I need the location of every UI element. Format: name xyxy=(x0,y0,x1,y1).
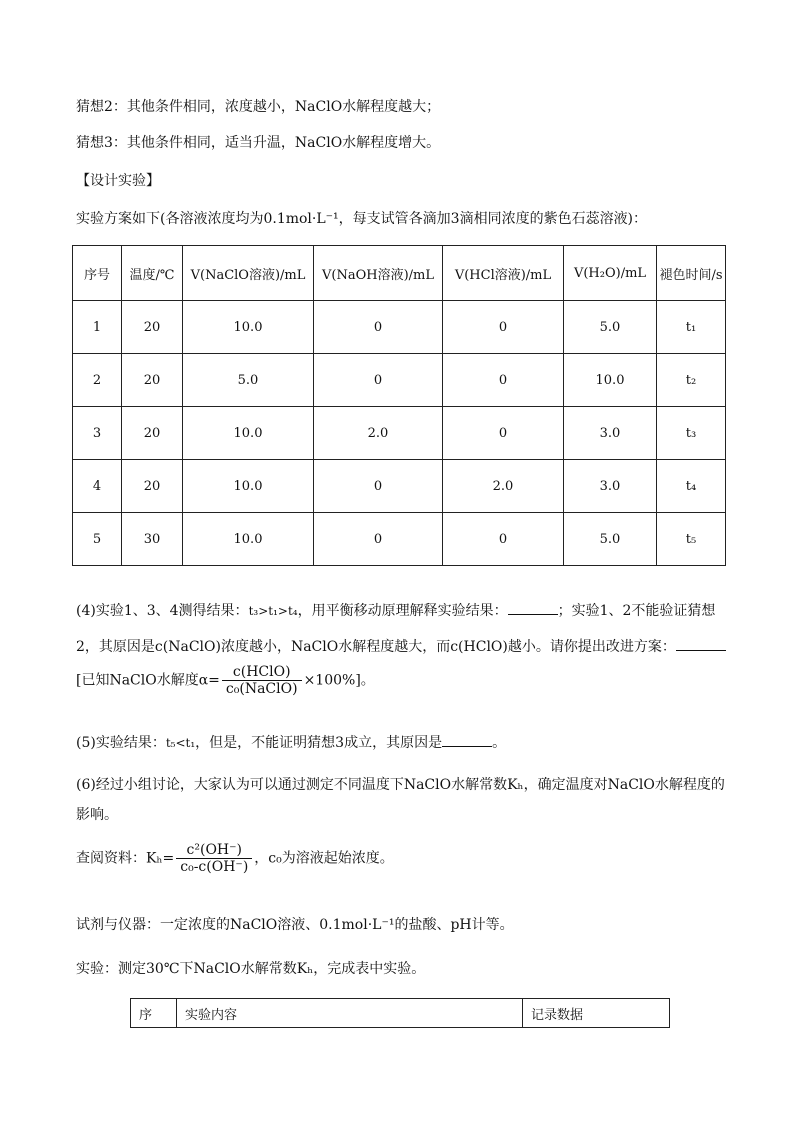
answer-blank[interactable] xyxy=(508,602,558,615)
table-cell: 10.0 xyxy=(183,407,314,460)
reference-formula xyxy=(76,842,394,875)
q4-line1 xyxy=(76,600,715,620)
table-cell: 0 xyxy=(314,354,443,407)
fraction-numerator: c(HClO) xyxy=(222,664,302,681)
q6-line1: (6)经过小组讨论，大家认为可以通过测定不同温度下NaClO水解常数Kₕ，确定温度对NaClO水解程度的 xyxy=(76,777,725,793)
table-cell: 5.0 xyxy=(564,513,657,566)
q4-relation: t₃>t₁>t₄ xyxy=(248,604,298,618)
q4-text: (4)实验1、3、4测得结果： xyxy=(76,603,249,619)
fraction-denominator: c₀(NaClO) xyxy=(225,681,298,697)
data-record-table xyxy=(130,998,670,1028)
table-cell: 2.0 xyxy=(314,407,443,460)
reagents: 试剂与仪器：一定浓度的NaClO溶液、0.1mol·L⁻¹的盐酸、pH计等。 xyxy=(76,917,514,933)
ref-tail: ，c₀为溶液起始浓度。 xyxy=(254,850,394,867)
table-cell: 1 xyxy=(73,301,122,354)
answer-blank[interactable] xyxy=(676,638,726,651)
fraction-numerator: c²(OH⁻) xyxy=(176,842,252,859)
header-cell: V(HCl溶液)/mL xyxy=(443,246,564,301)
hypothesis-2: 猜想2：其他条件相同，浓度越小，NaClO水解程度越大； xyxy=(76,99,441,115)
header-cell: 温度/℃ xyxy=(122,246,183,301)
q6-line2: 影响。 xyxy=(76,807,118,823)
q5-line xyxy=(76,732,506,752)
q4-text: 浓度越小，NaClO水解程度越大，而 xyxy=(220,639,451,655)
table-header-row xyxy=(131,999,670,1028)
table-row xyxy=(73,407,726,460)
table-row xyxy=(73,301,726,354)
table-row xyxy=(73,354,726,407)
q4-text: ；实验1、2不能验证猜想 xyxy=(557,603,716,619)
table-cell: 3 xyxy=(73,407,122,460)
header-cell: V(NaOH溶液)/mL xyxy=(314,246,443,301)
table-cell: t₁ xyxy=(657,301,726,354)
c-naclo-expr: c(NaClO) xyxy=(154,639,221,655)
kh-fraction xyxy=(176,842,252,875)
table-cell: 0 xyxy=(443,513,564,566)
table-cell: t₄ xyxy=(657,460,726,513)
plan-intro: 实验方案如下(各溶液浓度均为0.1mol·L⁻¹，每支试管各滴加3滴相同浓度的紫色石蕊溶液)： xyxy=(76,211,648,227)
table-cell: 0 xyxy=(314,301,443,354)
table-cell: 5.0 xyxy=(564,301,657,354)
table-cell: 0 xyxy=(314,513,443,566)
table-cell: 20 xyxy=(122,354,183,407)
header-cell: V(H₂O)/mL xyxy=(564,246,657,301)
table-cell: 0 xyxy=(443,301,564,354)
hydrolysis-degree-fraction xyxy=(222,664,302,697)
table-cell: 10.0 xyxy=(183,460,314,513)
table-cell: 2 xyxy=(73,354,122,407)
table-cell: 0 xyxy=(443,354,564,407)
q5-relation: t₅<t₁ xyxy=(165,736,196,750)
table-cell: 2.0 xyxy=(443,460,564,513)
experiment-table xyxy=(72,245,726,566)
q4-line2 xyxy=(76,636,726,656)
ref-label: 查阅资料：Kₕ= xyxy=(76,850,175,867)
header-cell: 记录数据 xyxy=(523,999,670,1028)
header-cell: 序号 xyxy=(73,246,122,301)
table-cell: 10.0 xyxy=(183,513,314,566)
answer-blank[interactable] xyxy=(442,734,492,747)
table-cell: 10.0 xyxy=(564,354,657,407)
q4-text: 2，其原因是 xyxy=(76,639,155,655)
q5-text: 。 xyxy=(492,735,507,751)
table-cell: 20 xyxy=(122,301,183,354)
table-cell: t₃ xyxy=(657,407,726,460)
table-cell: 3.0 xyxy=(564,407,657,460)
table-header-row xyxy=(73,246,726,301)
table-cell: 0 xyxy=(314,460,443,513)
fraction-denominator: c₀-c(OH⁻) xyxy=(180,859,249,875)
table-cell: t₂ xyxy=(657,354,726,407)
table-cell: 20 xyxy=(122,460,183,513)
header-cell: 褪色时间/s xyxy=(657,246,726,301)
table-cell: 3.0 xyxy=(564,460,657,513)
q4-text: 越小。请你提出改进方案： xyxy=(507,639,676,655)
q4-text: ×100%]。 xyxy=(303,672,375,689)
table-cell: 4 xyxy=(73,460,122,513)
table-cell: 20 xyxy=(122,407,183,460)
c-hclo-expr: c(HClO) xyxy=(450,639,508,655)
table-cell: 30 xyxy=(122,513,183,566)
q5-text: (5)实验结果： xyxy=(76,735,166,751)
table-cell: 0 xyxy=(443,407,564,460)
header-cell: V(NaClO溶液)/mL xyxy=(183,246,314,301)
experiment-instruction: 实验：测定30℃下NaClO水解常数Kₕ，完成表中实验。 xyxy=(76,961,426,977)
q5-text: ，但是，不能证明猜想3成立，其原因是 xyxy=(195,735,443,751)
table-cell: 5 xyxy=(73,513,122,566)
q4-text: ，用平衡移动原理解释实验结果： xyxy=(297,603,508,619)
design-heading: 【设计实验】 xyxy=(76,173,160,189)
table-cell: 10.0 xyxy=(183,301,314,354)
q4-text: [已知NaClO水解度α= xyxy=(76,672,220,689)
header-cell: 序 xyxy=(131,999,177,1028)
table-row xyxy=(73,513,726,566)
table-cell: t₅ xyxy=(657,513,726,566)
header-cell: 实验内容 xyxy=(177,999,523,1028)
hypothesis-3: 猜想3：其他条件相同，适当升温，NaClO水解程度增大。 xyxy=(76,135,441,151)
table-row xyxy=(73,460,726,513)
q4-line3 xyxy=(76,664,375,697)
table-cell: 5.0 xyxy=(183,354,314,407)
